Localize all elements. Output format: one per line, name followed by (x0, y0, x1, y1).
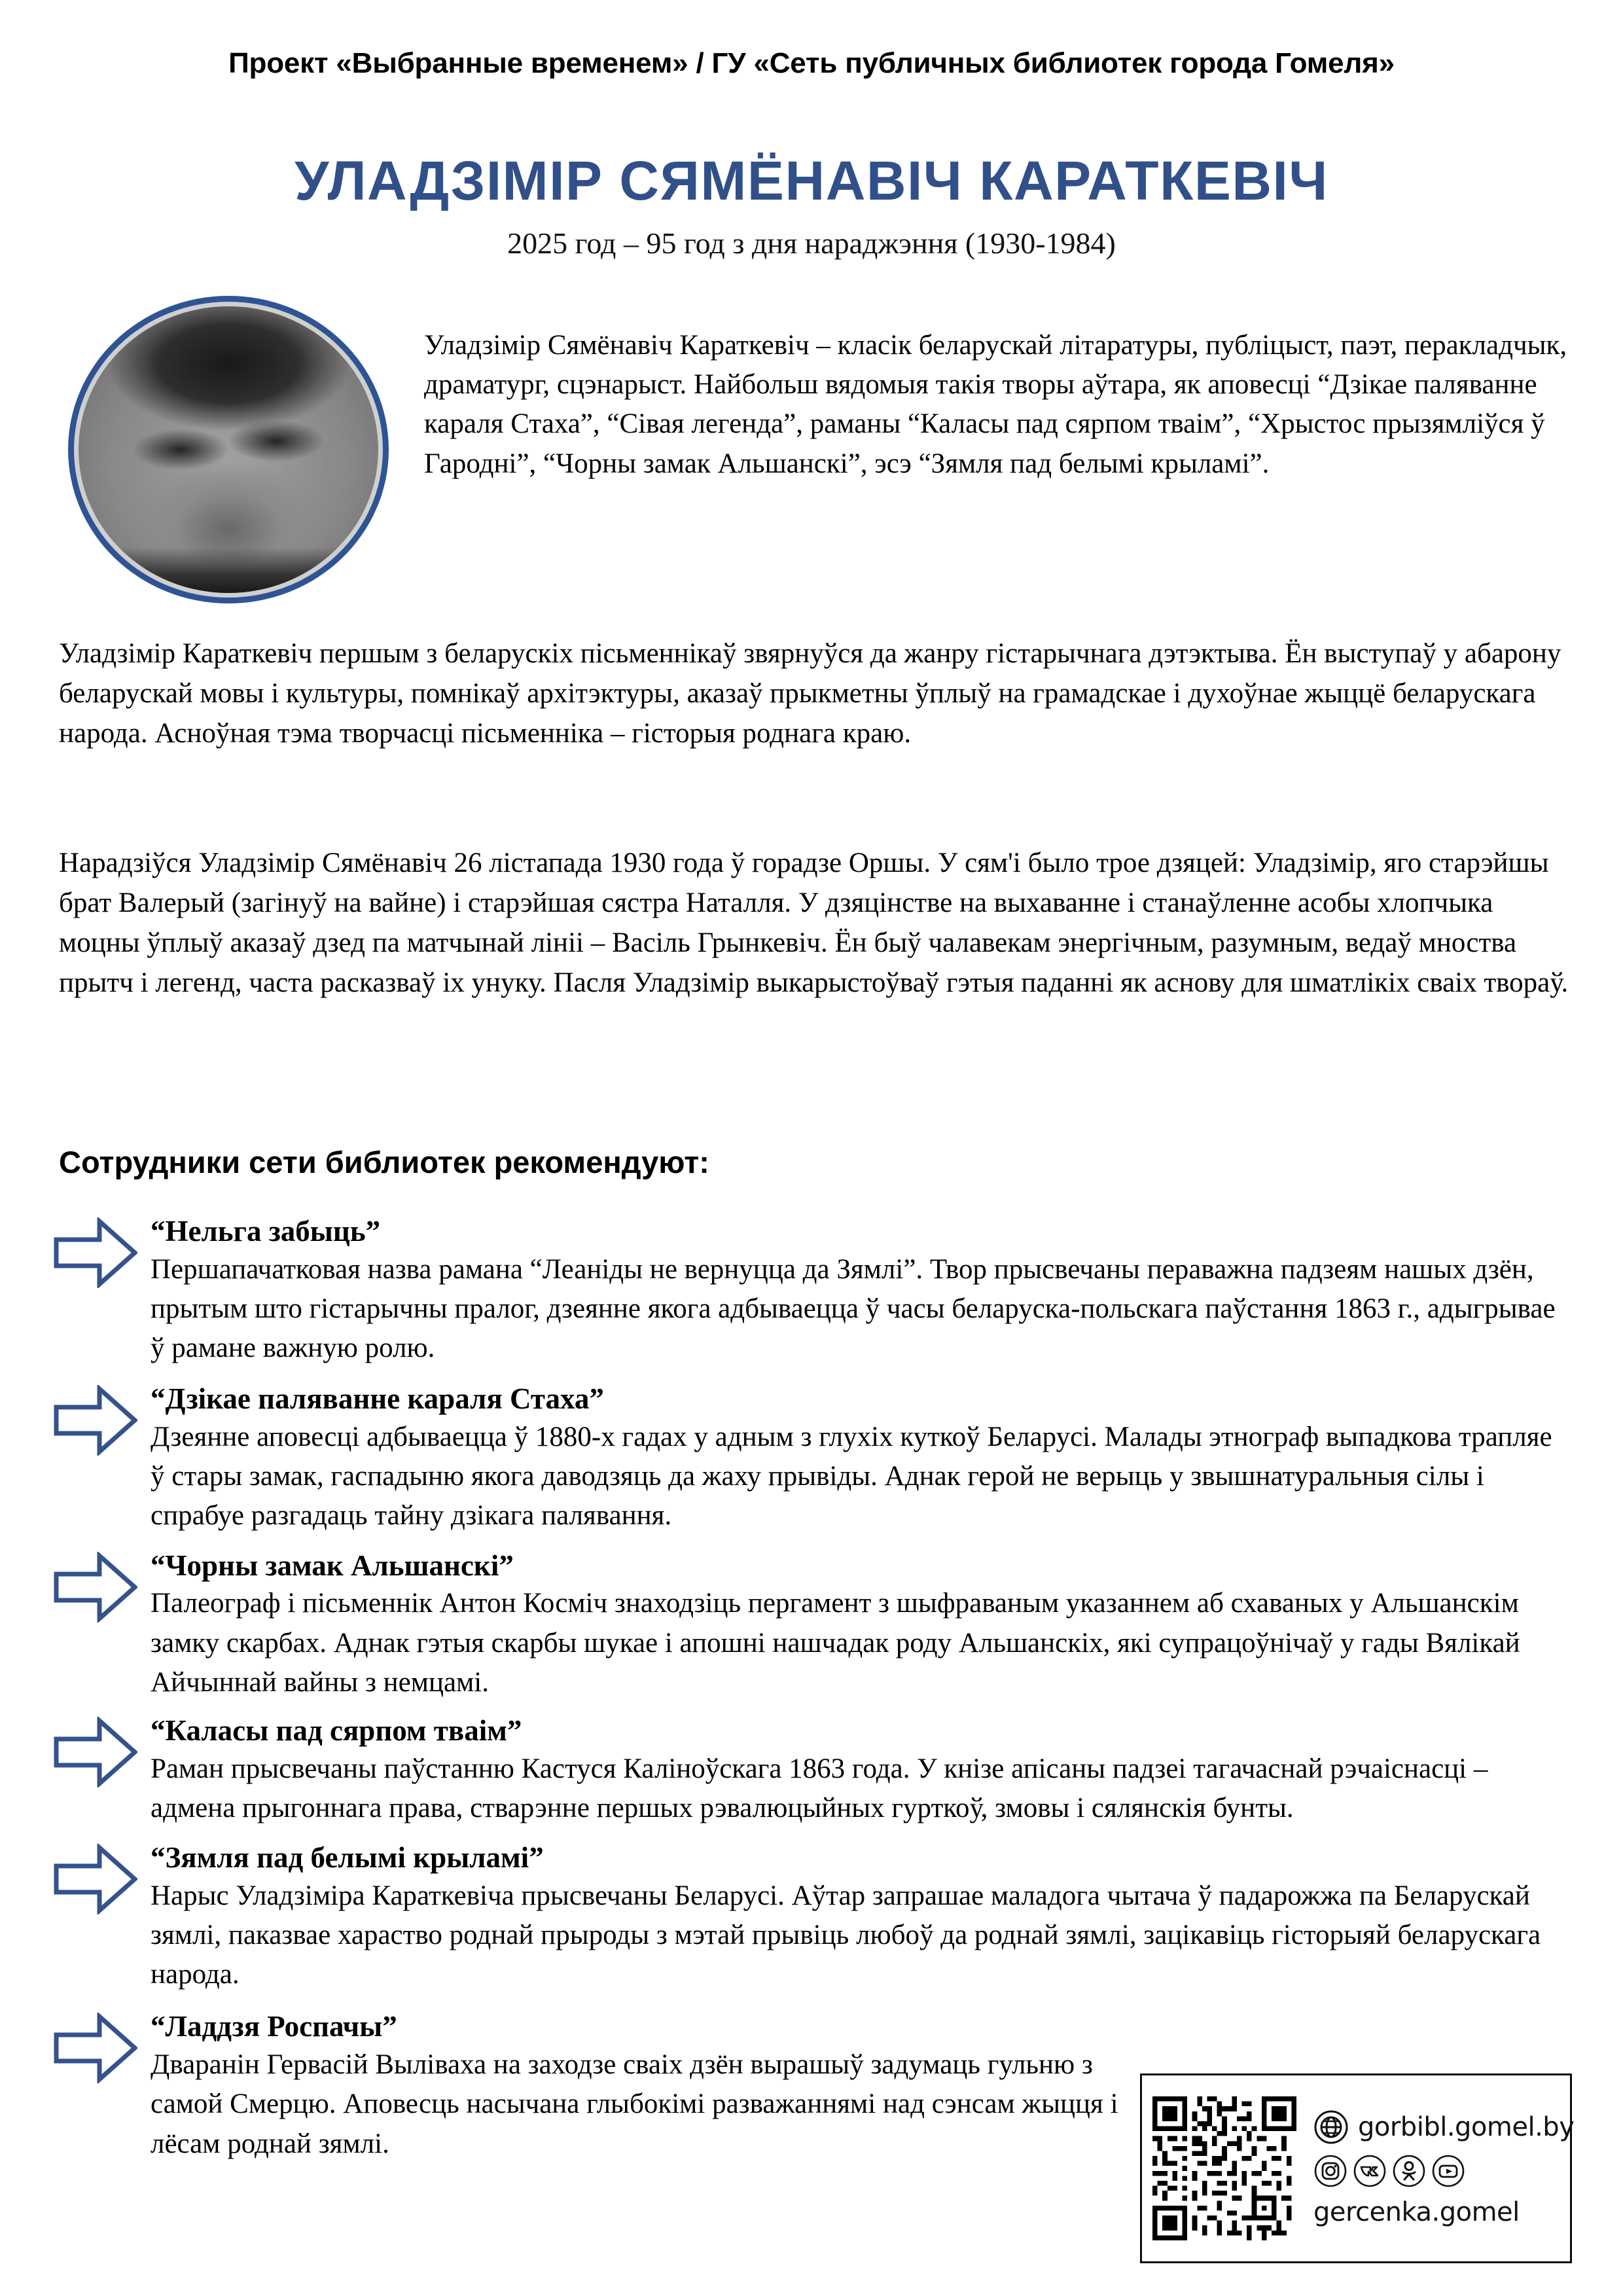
book-description: Палеограф і пісьменнік Антон Косміч знаходзіць пергамент з шыфраваным указаннем аб схаваных у Альшанскім замку скарбах. Аднак гэтыя скарбы шукае і апошні нашчадак роду Альшанскіх, які супрацоўнічаў у гады Вялікай Айчыннай вайны з немцамі. (151, 1588, 1520, 1698)
globe-icon (1313, 2109, 1349, 2145)
list-item (0, 1714, 1623, 1828)
contact-details (1296, 2109, 1574, 2227)
social-handle: gercenka.gomel (1313, 2197, 1520, 2227)
page-subtitle: 2025 год – 95 год з дня нараджэння (1930-1984) (507, 226, 1116, 260)
book-title: “Ладдзя Роспачы” (151, 2010, 397, 2043)
page-title: УЛАДЗІМІР СЯМЁНАВІЧ КАРАТКЕВІЧ (294, 150, 1329, 211)
recommendations-heading: Сотрудники сети библиотек рекомендуют: (59, 1145, 709, 1179)
book-title: “Каласы пад сярпом тваім” (151, 1713, 522, 1747)
author-portrait (68, 296, 389, 603)
right-arrow-outline-icon (54, 1217, 137, 1288)
right-arrow-outline-icon (54, 1844, 137, 1914)
right-arrow-outline-icon (54, 1717, 137, 1787)
book-description: Першапачатковая назва рамана “Леаніды не вернуцца да Зямлі”. Твор прысвечаны пераважна падзеям нашых дзён, прытым што гістарычны пралог, дзеянне якога адбываецца ў часы беларуска-польскага паўстання 1863 г., адыгрывае ў рамане важную ролю. (151, 1253, 1556, 1364)
list-item (0, 1215, 1623, 1368)
right-arrow-outline-icon (54, 2013, 137, 2083)
list-item (0, 1841, 1623, 1994)
book-description: Дваранін Гервасій Выліваха на заходзе сваіх дзён вырашыў задумаць гульню з самой Смерцю. Аповесць насычана глыбокімі разважаннямі над сэнсам жыцця і лёсам роднай зямлі. (151, 2049, 1118, 2159)
book-title: “Нельга забыць” (151, 1215, 381, 1247)
contact-box (1140, 2073, 1575, 2263)
project-line: Проект «Выбранные временем» / ГУ «Сеть публичных библиотек города Гомеля» (228, 47, 1395, 79)
right-arrow-outline-icon (54, 1385, 137, 1456)
biography-paragraph-2: Нарадзіўся Уладзімір Сямёнавіч 26 лістапада 1930 года ў горадзе Оршы. У сям'і было трое дзяцей: Уладзімір, яго старэйшы брат Валерый (загінуў на вайне) і старэйшая сястра Наталля. У дзяцінстве на выхаванне і станаўленне асобы хлопчыка моцны ўплыў аказаў дзед па матчынай лініі – Васіль Грынкевіч. Ён быў чалавекам энергічным, разумным, ведаў мноства прытч і легенд, часта расказваў іх унуку. Пасля Уладзімір выкарыстоўваў гэтыя паданні як аснову для шматлікіх сваіх твораў. (59, 848, 1569, 999)
list-item (0, 1382, 1623, 1535)
website-line[interactable] (1313, 2109, 1574, 2145)
book-description: Нарыс Уладзіміра Караткевіча прысвечаны Беларусі. Аўтар запрашае маладога чытача ў падарожжа па Беларускай зямлі, паказвае хараство роднай прыроды з мэтай прывіць любоў да роднай зямлі, зацікавіць гісторыяй беларускага народа. (151, 1880, 1541, 1990)
intro-paragraph: Уладзімір Сямёнавіч Караткевіч – класік беларускай літаратуры, публіцыст, паэт, перакладчык, драматург, сцэнарыст. Найбольш вядомыя такія творы аўтара, як аповесці “Дзікае паляванне караля Стаха”, “Сівая легенда”, раманы “Каласы пад сярпом тваім”, “Хрыстос прызямліўся ў Гародні”, “Чорны замак Альшанскі”, эсэ “Зямля пад белымі крыламі”. (424, 330, 1567, 479)
book-description: Раман прысвечаны паўстанню Кастуся Каліноўскага 1863 года. У кнізе апісаны падзеі тагачаснай рэчаіснасці – адмена прыгоннага права, стварэнне першых рэвалюцыйных гурткоў, змовы і сялянскія бунты. (151, 1753, 1488, 1823)
book-description: Дзеянне аповесці адбываецца ў 1880-х гадах у адным з глухіх куткоў Беларусі. Малады этнограф выпадкова трапляе ў стары замак, гаспадыню якога даводзяць да жаху прывіды. Аднак герой не верыць у звышнатуральныя сілы і спрабуе разгадаць тайну дзікага палявання. (151, 1422, 1552, 1532)
right-arrow-outline-icon (54, 1552, 137, 1623)
website-url: gorbibl.gomel.by (1358, 2112, 1575, 2142)
book-title: “Дзікае паляванне караля Стаха” (151, 1382, 604, 1416)
header-bar (0, 47, 1623, 80)
book-title: “Чорны замак Альшанскі” (151, 1549, 514, 1582)
odnoklassniki-icon[interactable] (1392, 2154, 1426, 2188)
youtube-icon[interactable] (1431, 2154, 1465, 2188)
vk-icon[interactable] (1353, 2154, 1387, 2188)
portrait-shoulder-shading (79, 547, 378, 593)
instagram-icon[interactable] (1313, 2154, 1347, 2188)
portrait-photo (79, 306, 378, 593)
book-title: “Зямля пад белымі крыламі” (151, 1841, 544, 1874)
qr-code[interactable] (1152, 2096, 1296, 2240)
recommendations-list (0, 1215, 1623, 2173)
list-item (0, 1549, 1623, 1702)
biography-paragraph-1: Уладзімір Караткевіч першым з беларускіх пісьменнікаў звярнуўся да жанру гістарычнага дэтэктыва. Ён выступаў у абарону беларускай мовы і культуры, помнікаў архітэктуры, аказаў прыкметны ўплыў на грамадскае і духоўнае жыццё беларускага народа. Асноўная тэма творчасці пісьменніка – гісторыя роднага краю. (59, 638, 1561, 749)
social-icons-row (1313, 2154, 1574, 2188)
